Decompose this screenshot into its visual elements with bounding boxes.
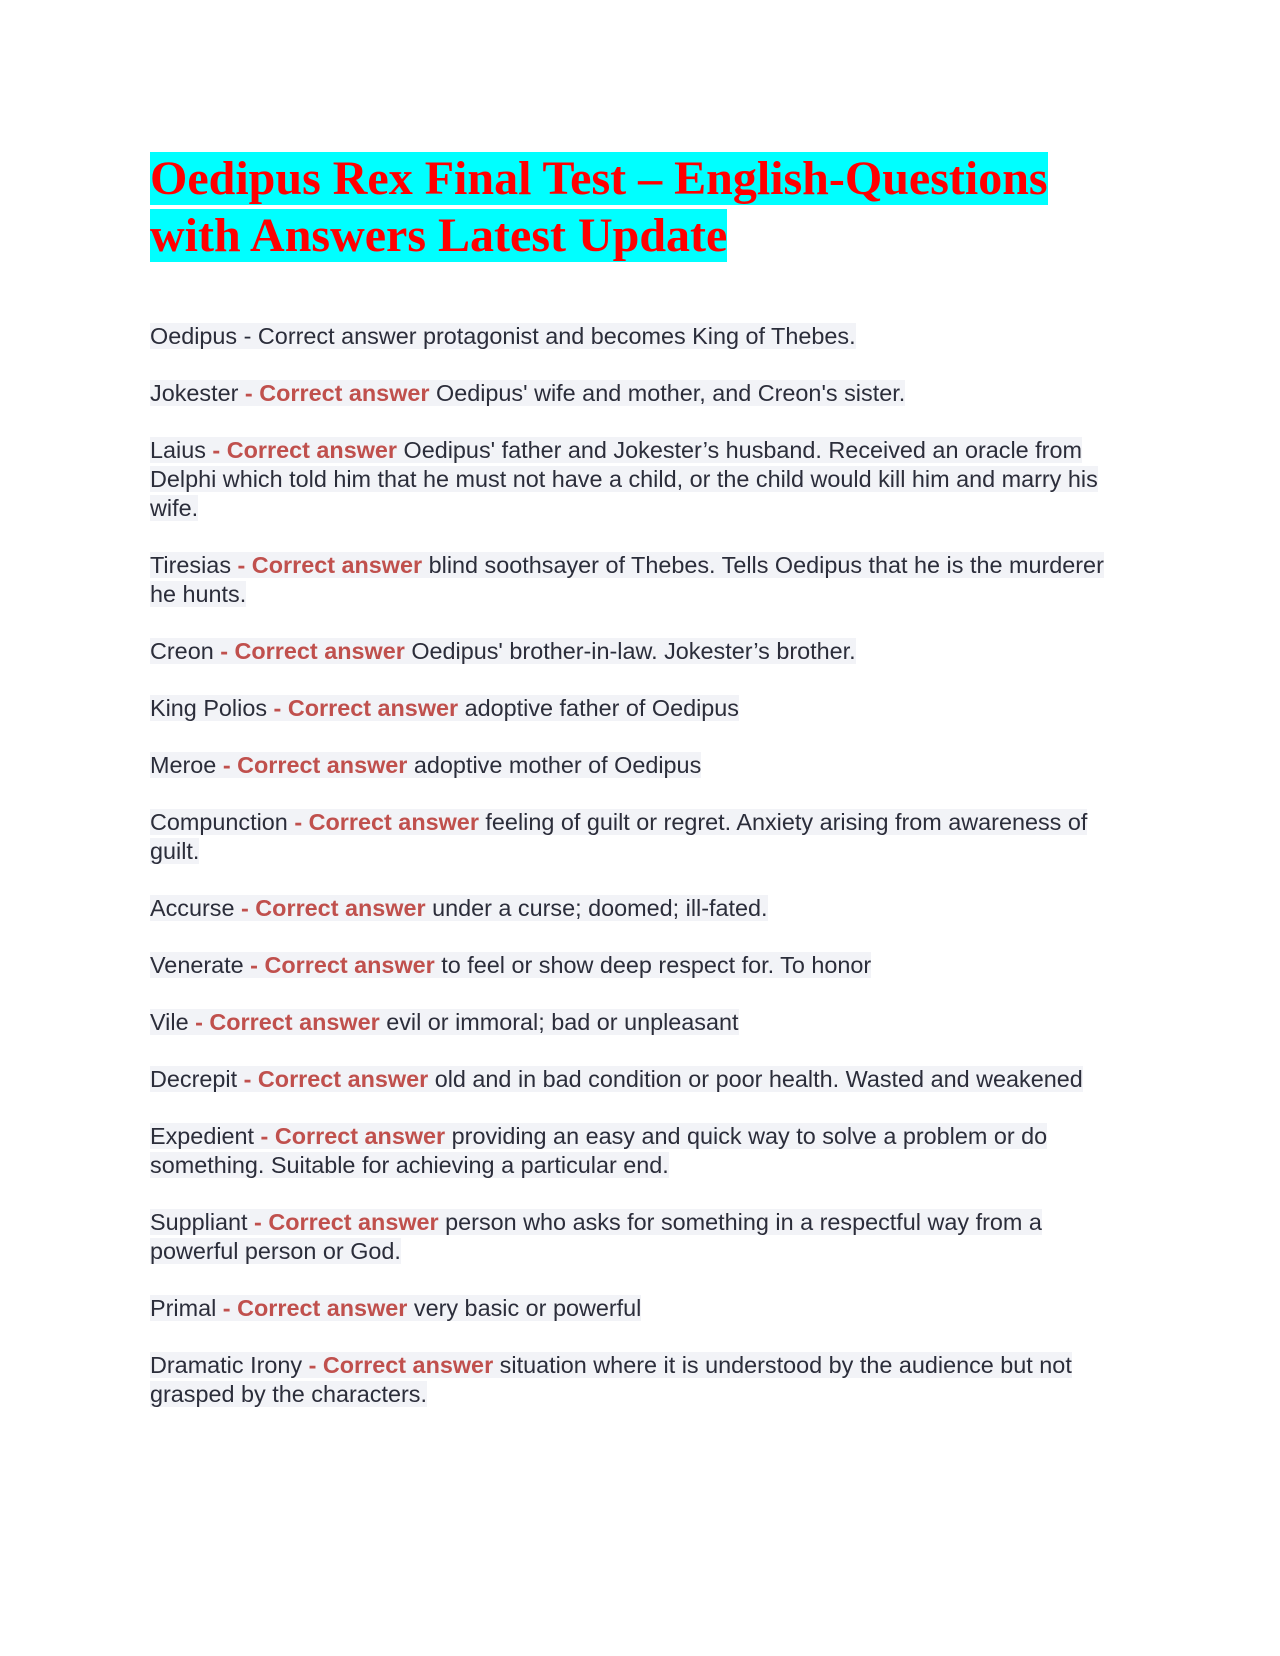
qa-answer-marker: - Correct answer — [241, 895, 426, 921]
qa-term: Vile — [150, 1009, 189, 1035]
qa-answer-marker: - Correct answer — [308, 1352, 494, 1378]
qa-definition: adoptive mother of Oedipus — [413, 752, 702, 778]
qa-term: Creon — [150, 638, 214, 664]
qa-entry-highlight — [150, 638, 856, 664]
page-title — [150, 150, 1130, 264]
qa-entry — [150, 1065, 1130, 1094]
qa-term: Meroe — [150, 752, 217, 778]
qa-entry-highlight — [150, 809, 1087, 864]
qa-entry — [150, 894, 1130, 923]
qa-entry-highlight — [150, 380, 905, 406]
qa-term: Venerate — [150, 952, 244, 978]
qa-term: Accurse — [150, 895, 235, 921]
qa-term: Tiresias — [150, 552, 232, 578]
qa-answer-marker: - Correct answer — [294, 809, 479, 835]
qa-term: Primal — [150, 1295, 217, 1321]
qa-entry-highlight — [150, 1123, 1047, 1178]
qa-definition: person who asks for something in a respectful way from a powerful person or God. — [150, 1209, 1042, 1264]
qa-entry — [150, 436, 1130, 523]
qa-definition: evil or immoral; bad or unpleasant — [386, 1009, 739, 1035]
qa-entry — [150, 551, 1130, 609]
qa-definition: protagonist and becomes King of Thebes. — [423, 323, 856, 349]
qa-entry-highlight — [150, 1066, 1083, 1092]
qa-entry — [150, 951, 1130, 980]
qa-definition: Oedipus' brother-in-law. Jokester’s brother. — [411, 638, 856, 664]
qa-definition: Oedipus' wife and mother, and Creon's sister. — [436, 380, 906, 406]
qa-entry-highlight — [150, 552, 1104, 607]
qa-entry — [150, 322, 1130, 351]
qa-answer-marker: - Correct answer — [222, 1295, 408, 1321]
qa-answer-marker: - Correct answer — [273, 695, 459, 721]
qa-term: Jokester — [150, 380, 239, 406]
qa-definition: old and in bad condition or poor health. Wasted and weakened — [434, 1066, 1083, 1092]
qa-entry — [150, 1122, 1130, 1180]
qa-entry-highlight — [150, 895, 768, 921]
qa-list — [150, 322, 1130, 1409]
qa-entry-highlight — [150, 695, 739, 721]
qa-answer-marker: - Correct answer — [220, 638, 405, 664]
qa-answer-marker: - Correct answer — [250, 952, 435, 978]
qa-entry — [150, 1294, 1130, 1323]
qa-definition: blind soothsayer of Thebes. Tells Oedipus that he is the murderer he hunts. — [150, 552, 1104, 607]
qa-definition: situation where it is understood by the audience but not grasped by the characters. — [150, 1352, 1072, 1407]
qa-entry-highlight — [150, 952, 871, 978]
qa-definition: providing an easy and quick way to solve a problem or do something. Suitable for achieving a particular end. — [150, 1123, 1048, 1178]
qa-term: Oedipus — [150, 323, 238, 349]
qa-answer-marker: - Correct answer — [212, 437, 398, 463]
qa-entry — [150, 1351, 1130, 1409]
qa-term: Expedient — [150, 1123, 255, 1149]
qa-term: Decrepit — [150, 1066, 238, 1092]
qa-term: Laius — [150, 437, 206, 463]
qa-entry — [150, 808, 1130, 866]
qa-entry — [150, 751, 1130, 780]
qa-definition: feeling of guilt or regret. Anxiety arising from awareness of guilt. — [150, 809, 1088, 864]
qa-entry — [150, 1008, 1130, 1037]
qa-definition: to feel or show deep respect for. To honor — [441, 952, 872, 978]
qa-answer-marker: - Correct answer — [243, 323, 417, 349]
qa-answer-marker: - Correct answer — [244, 380, 430, 406]
qa-term: Dramatic Irony — [150, 1352, 303, 1378]
document-page — [150, 150, 1130, 1437]
qa-entry-highlight — [150, 323, 856, 349]
qa-definition: adoptive father of Oedipus — [464, 695, 739, 721]
qa-entry — [150, 637, 1130, 666]
qa-answer-marker: - Correct answer — [195, 1009, 380, 1035]
qa-answer-marker: - Correct answer — [260, 1123, 446, 1149]
qa-entry — [150, 694, 1130, 723]
qa-term: Compunction — [150, 809, 288, 835]
qa-entry-highlight — [150, 437, 1098, 521]
qa-answer-marker: - Correct answer — [237, 552, 423, 578]
qa-entry-highlight — [150, 1352, 1072, 1407]
qa-term: King Polios — [150, 695, 268, 721]
qa-entry-highlight — [150, 1009, 739, 1035]
qa-entry — [150, 379, 1130, 408]
qa-entry-highlight — [150, 752, 701, 778]
qa-term: Suppliant — [150, 1209, 248, 1235]
qa-entry-highlight — [150, 1295, 641, 1321]
qa-answer-marker: - Correct answer — [254, 1209, 439, 1235]
qa-entry-highlight — [150, 1209, 1042, 1264]
qa-definition: Oedipus' father and Jokester’s husband. Received an oracle from Delphi which told him that he must not have a child, or the child would kill him and marry his wife. — [150, 437, 1098, 521]
qa-answer-marker: - Correct answer — [243, 1066, 429, 1092]
qa-entry — [150, 1208, 1130, 1266]
qa-definition: very basic or powerful — [413, 1295, 642, 1321]
qa-definition: under a curse; doomed; ill-fated. — [432, 895, 768, 921]
title-highlight: Oedipus Rex Final Test – English-Questions with Answers Latest Update — [150, 152, 1048, 262]
qa-answer-marker: - Correct answer — [222, 752, 408, 778]
